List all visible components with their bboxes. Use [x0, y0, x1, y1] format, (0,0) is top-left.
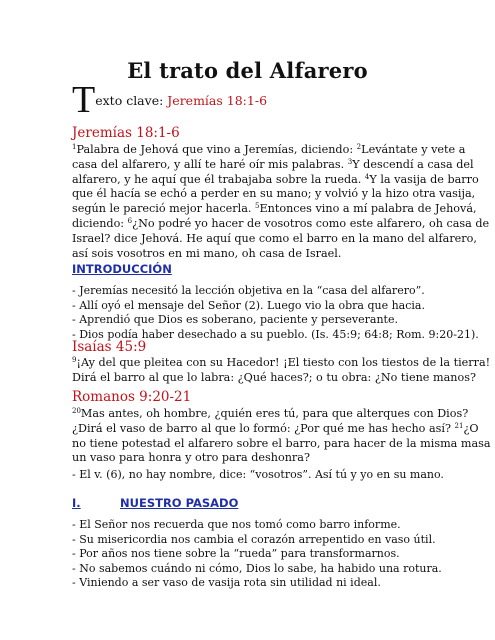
list-item: - Viniendo a ser vaso de vasija rota sin utilidad ni ideal. [72, 576, 381, 590]
passage-line: según le pareció mejor hacerla. $^5$Entonces vino a mí palabra de Jehová, [72, 202, 477, 216]
texto-clave-ref: Jeremías 18:1-6 [167, 93, 268, 108]
isaias-passage [72, 356, 491, 386]
drop-cap: T [72, 79, 96, 121]
list-item: - Su misericordia nos cambia el corazón arrepentido en vaso útil. [72, 532, 436, 546]
nuestro-pasado-list [72, 518, 442, 591]
passage-line: Israel? dice Jehová. He aquí que como el barro en la mano del alfarero, [72, 231, 477, 245]
list-item: - El Señor nos recuerda que nos tomó como barro informe. [72, 518, 401, 531]
section-title: NUESTRO PASADO [120, 496, 239, 510]
passage-line: que él hacía se echó a perder en su mano; y volvió y la hizo otra vasija, [72, 187, 476, 201]
list-item: - Dios podía haber desechado a su pueblo. (Is. 45:9; 64:8; Rom. 9:20-21). [72, 327, 479, 341]
page-title: El trato del Alfarero [127, 58, 368, 83]
romanos-note: - El v. (6), no hay nombre, dice: “vosotros”. Así tú y yo en su mano. [72, 468, 444, 481]
section-number: I. [72, 496, 81, 510]
introduccion-heading: INTRODUCCIÓN [72, 262, 172, 276]
passage-line: alfarero, y he aquí que él trabajaba sobre la rueda. $^4$Y la vasija de barro [72, 172, 479, 186]
passage-line: no tiene potestad el alfarero sobre el barro, para hacer de la misma masa [72, 436, 491, 450]
list-item: - Aprendió que Dios es soberano, paciente y perseverante. [72, 313, 398, 327]
nuestro-pasado-heading [72, 496, 238, 510]
romanos-passage [72, 407, 491, 466]
passage-line: ¿Dirá el vaso de barro al que lo formó: ¿Por qué me has hecho así? $^{21}$¿O [72, 421, 479, 435]
passage-line: un vaso para honra y otro para deshonra? [72, 451, 310, 465]
list-item: - Jeremías necesitó la lección objetiva en la “casa del alfarero”. [72, 284, 425, 297]
passage-line: $^{20}$Mas antes, oh hombre, ¿quién eres tú, para que alterques con Dios? [72, 407, 469, 420]
romanos-ref: Romanos 9:20-21 [72, 389, 192, 405]
jeremias-ref: Jeremías 18:1-6 [72, 125, 180, 141]
jeremias-passage [72, 143, 490, 261]
passage-line: diciendo: $^6$¿No podré yo hacer de vosotros como este alfarero, oh casa de [72, 216, 490, 230]
texto-clave [72, 80, 267, 120]
texto-clave-label: exto clave: [95, 93, 164, 108]
passage-line: $^9$¡Ay del que pleitea con su Hacedor! ¡El tiesto con los tiestos de la tierra! [72, 356, 491, 369]
passage-line: casa del alfarero, y allí te haré oír mis palabras. $^3$Y descendí a casa del [72, 157, 474, 171]
list-item: - No sabemos cuándo ni cómo, Dios lo sabe, ha habido una rotura. [72, 561, 442, 575]
list-item: - Por años nos tiene sobre la “rueda” para transformarnos. [72, 547, 400, 561]
list-item: - Allí oyó el mensaje del Señor (2). Luego vio la obra que hacia. [72, 298, 425, 312]
passage-line: $^1$Palabra de Jehová que vino a Jeremías, diciendo: $^2$Levántate y vete a [72, 143, 466, 156]
introduccion-list [72, 284, 479, 342]
isaias-ref: Isaías 45:9 [72, 339, 147, 355]
passage-line: Dirá el barro al que lo labra: ¿Qué haces?; o tu obra: ¿No tiene manos? [72, 370, 476, 384]
passage-line: así sois vosotros en mi mano, oh casa de Israel. [72, 246, 342, 260]
